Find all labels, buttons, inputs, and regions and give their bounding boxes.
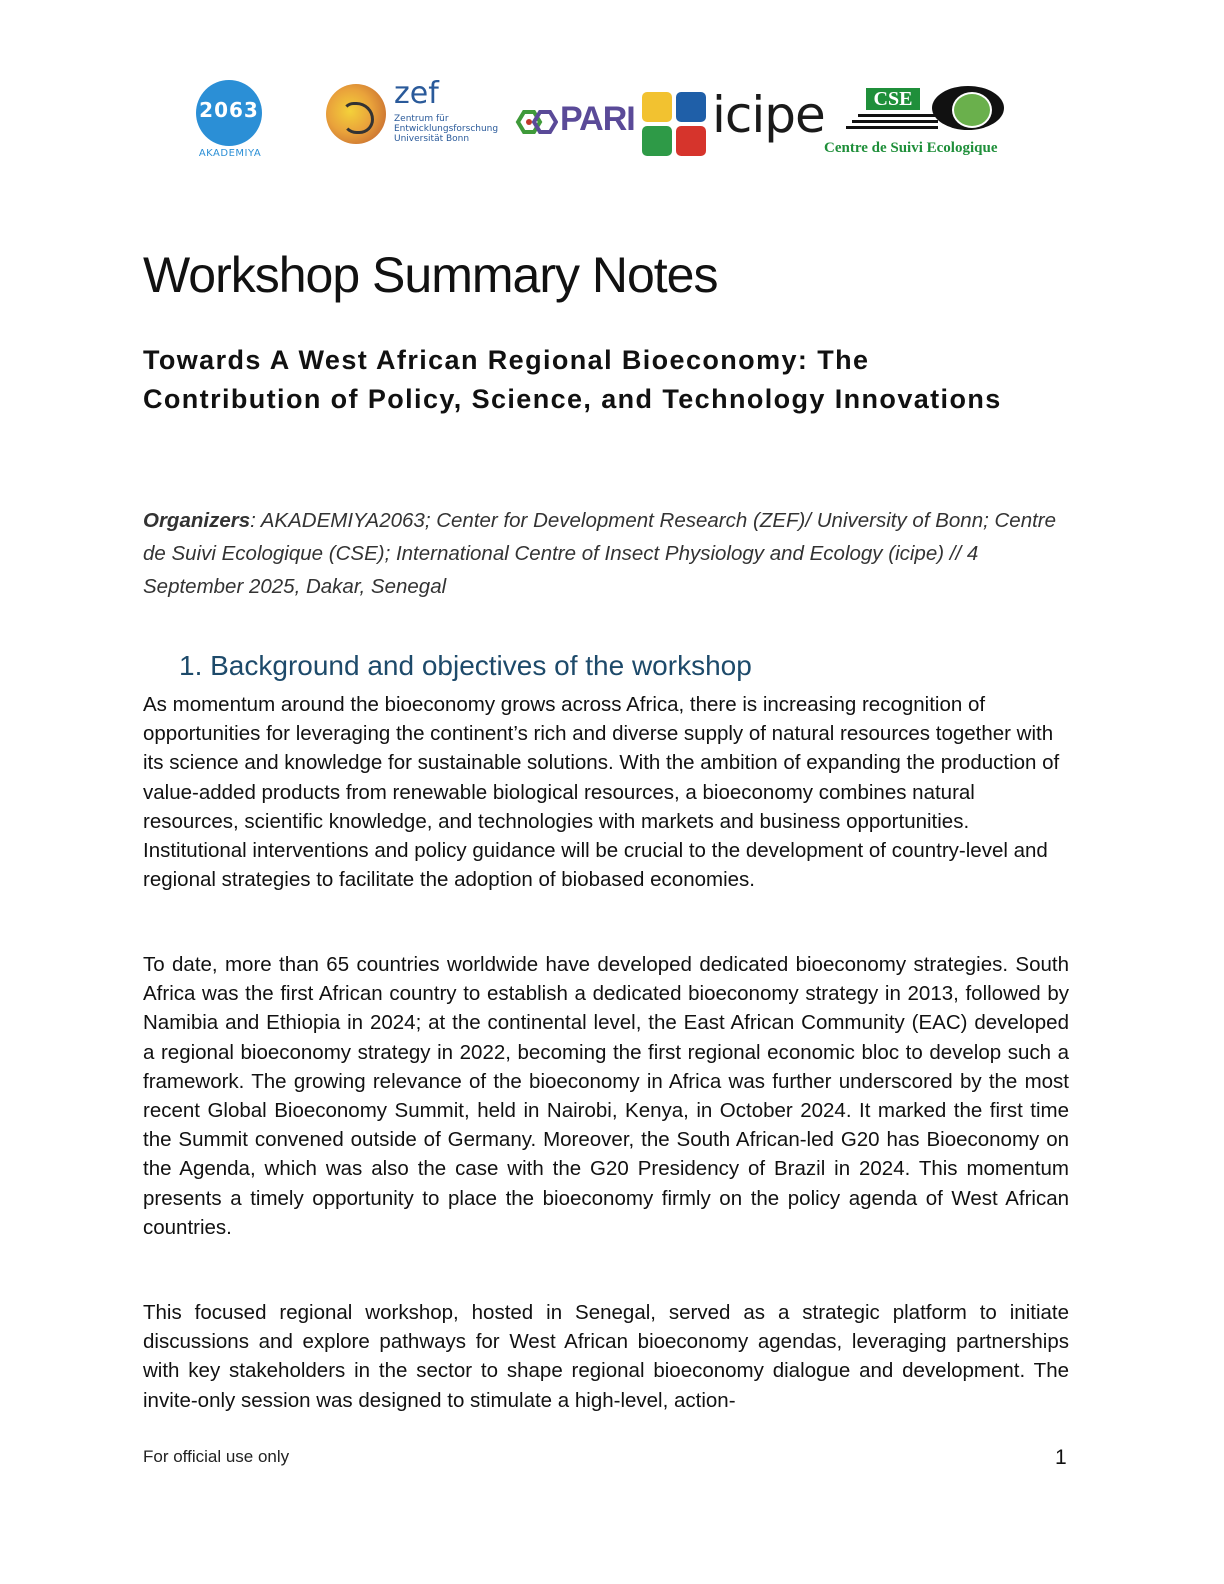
footer-note: For official use only [143,1447,290,1466]
partner-logos [190,72,1030,172]
page-number: 1 [1055,1446,1067,1469]
pari-logo [512,100,635,146]
cse-tree-icon [952,92,992,128]
pari-name: PARI [560,100,635,138]
akademiya-logo [190,72,270,164]
paragraph: To date, more than 65 countries worldwide have developed dedicated bioeconomy strategies. South Africa was the first African country to establish a dedicated bioeconomy strategy in 2013, followed by Namibia and Ethiopia in 2024; at the continental level, the East African Community (EAC) developed a regional bioeconomy strategy in 2022, becoming the first regional economic bloc to develop such a framework. The growing relevance of the bioeconomy in Africa was further underscored by the most recent Global Bioeconomy Summit, held in Nairobi, Kenya, in October 2024. It marked the first time the Summit convened outside of Germany. Moreover, the South African-led G20 has Bioeconomy on the Agenda, which was also the case with the G20 Presidency of Brazil in 2024. This momentum presents a timely opportunity to place the bioeconomy firmly on the policy agenda of West African countries. [143,953,1069,1239]
pari-hexagon-icon [512,106,558,138]
zef-name: zef [394,76,439,111]
zef-logo [326,76,499,162]
organizers-line [143,504,1073,603]
cse-name: Centre de Suivi Ecologique [824,140,998,156]
akademiya-number: 2063 [199,98,259,122]
icipe-grid-icon [642,92,708,158]
icipe-logo [642,86,825,160]
document-title: Workshop Summary Notes [143,247,718,303]
cse-logo [822,84,1032,164]
organizers-label: Organizers [143,509,251,532]
paragraph: This focused regional workshop, hosted in Senegal, served as a strategic platform to initiate discussions and explore pathways for West African bioeconomy agendas, leveraging partnerships with key stakeholders in the sector to shape regional bioeconomy dialogue and development. The invite-only session was designed to stimulate a high-level, action- [143,1301,1069,1412]
zef-subtitle: Zentrum für Entwicklungsforschung Universität Bonn [394,114,499,144]
organizers-text: : AKADEMIYA2063; Center for Development Research (ZEF)/ University of Bonn; Centre de Suivi Ecologique (CSE); International Centre of Insect Physiology and Ecology (icipe) // 4 September 2025, Dakar, Senegal [143,509,1057,598]
cse-acronym: CSE [866,88,920,110]
section-heading: 1. Background and objectives of the workshop [179,650,752,681]
akademiya-label: AKADEMIYA [198,148,262,159]
icipe-name: icipe [712,86,825,144]
document-subtitle: Towards A West African Regional Bioeconomy: The Contribution of Policy, Science, and Technology Innovations [143,345,1002,414]
zef-emblem-icon [326,84,386,144]
paragraph: As momentum around the bioeconomy grows across Africa, there is increasing recognition of opportunities for leveraging the continent’s rich and diverse supply of natural resources together with its science and knowledge for sustainable solutions. With the ambition of expanding the production of value-added products from renewable biological resources, a bioeconomy combines natural resources, scientific knowledge, and technologies with markets and business opportunities. Institutional interventions and policy guidance will be crucial to the development of country-level and regional strategies to facilitate the adoption of biobased economies. [143,693,1060,892]
